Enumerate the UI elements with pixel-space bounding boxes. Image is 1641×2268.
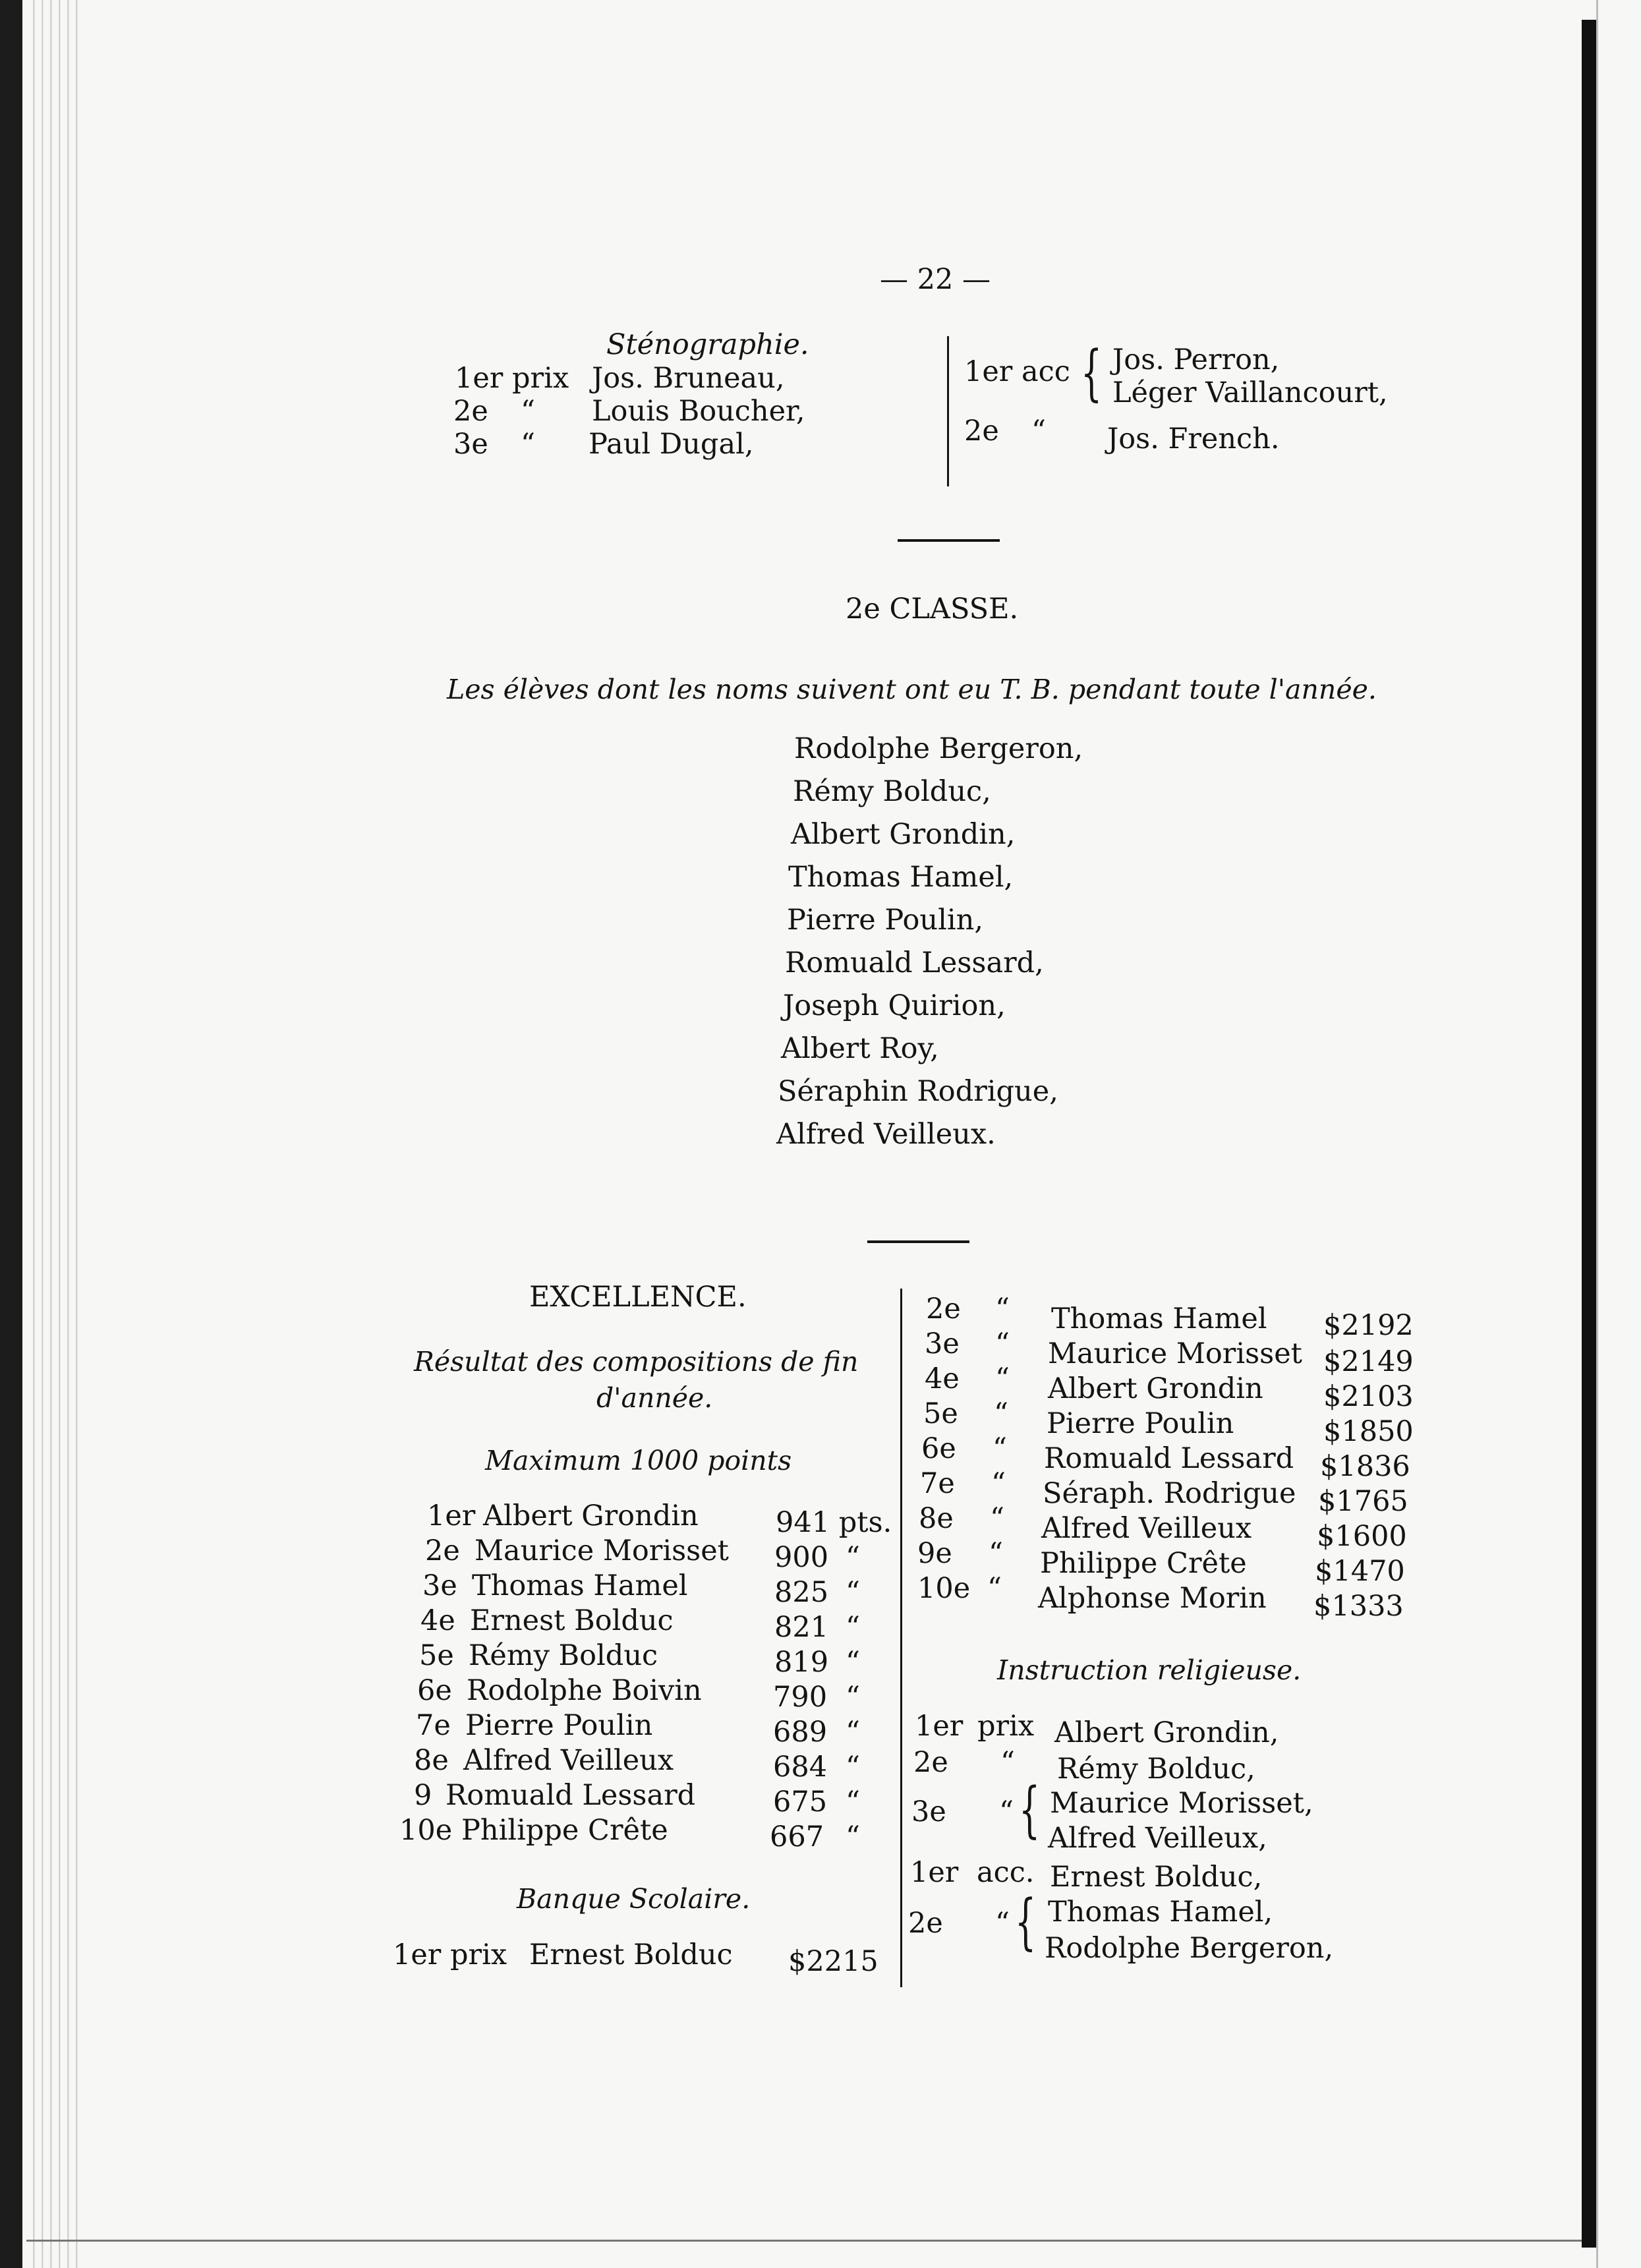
classe-heading: 2e CLASSE.	[846, 593, 1019, 625]
steno-name-2: Louis Boucher,	[592, 395, 805, 428]
steno-column-divider	[947, 336, 949, 486]
banque-name-8: Alfred Veilleux	[1041, 1512, 1252, 1545]
steno-rank-1: 1er prix	[455, 362, 569, 395]
instr-rank-1: 1er	[915, 1710, 964, 1743]
exc-ditto-6: “	[846, 1681, 860, 1714]
instr-label-4: acc.	[977, 1856, 1035, 1889]
exc-score-2: 900	[774, 1541, 829, 1574]
excellence-maximum: Maximum 1000 points	[485, 1445, 792, 1476]
excellence-subtitle-1: Résultat des compositions de fin	[414, 1346, 859, 1378]
steno-ditto-3: “	[521, 428, 535, 461]
student-1: Rodolphe Bergeron,	[794, 732, 1083, 765]
banque-ditto-5: “	[994, 1397, 1008, 1430]
stenographie-title: Sténographie.	[606, 328, 809, 361]
banque-ditto-8: “	[990, 1502, 1004, 1535]
separator-rule-2	[867, 1240, 969, 1243]
banque-ditto-10: “	[987, 1572, 1002, 1605]
banque-amount-2: $2192	[1323, 1309, 1414, 1342]
exc-ditto-9: “	[846, 1786, 860, 1818]
exc-name-9: Romuald Lessard	[446, 1779, 696, 1812]
banque-amount-9: $1470	[1315, 1555, 1405, 1588]
instr-rank-3: 3e	[911, 1795, 946, 1828]
excellence-subtitle-2: d'année.	[596, 1382, 713, 1414]
exc-name-6: Rodolphe Boivin	[467, 1674, 702, 1707]
page-edge-bottom	[26, 2240, 1582, 2242]
banque-amount-1: $2215	[788, 1945, 878, 1978]
page-edge-left	[0, 0, 22, 2268]
steno-acc-ditto-2: “	[1031, 415, 1046, 448]
banque-rank-2: 2e	[926, 1293, 961, 1325]
steno-acc-name-1a: Jos. Perron,	[1112, 343, 1280, 376]
banque-rank-4: 4e	[925, 1362, 960, 1395]
steno-name-3: Paul Dugal,	[589, 428, 754, 461]
banque-name-9: Philippe Crête	[1040, 1547, 1247, 1580]
banque-amount-5: $1850	[1323, 1415, 1414, 1448]
instr-name-2: Rémy Bolduc,	[1057, 1753, 1255, 1786]
steno-acc-brace: {	[1081, 337, 1103, 408]
exc-rank-2: 2e	[425, 1534, 460, 1567]
page-edge-right	[1582, 20, 1596, 2248]
instr-name-5a: Thomas Hamel,	[1048, 1896, 1273, 1929]
exc-rank-8: 8e	[414, 1744, 449, 1777]
steno-acc-rank-1: 1er acc	[964, 355, 1070, 388]
steno-name-1: Jos. Bruneau,	[592, 362, 785, 395]
exc-name-1: Albert Grondin	[483, 1499, 699, 1532]
banque-amount-10: $1333	[1313, 1590, 1404, 1623]
banque-name-7: Séraph. Rodrigue	[1043, 1477, 1296, 1510]
student-8: Albert Roy,	[781, 1032, 939, 1065]
student-2: Rémy Bolduc,	[793, 775, 991, 808]
exc-score-6: 790	[773, 1681, 828, 1714]
banque-rank-9: 9e	[917, 1537, 952, 1570]
page-number: — 22 —	[880, 263, 991, 296]
banque-name-5: Pierre Poulin	[1047, 1407, 1234, 1440]
banque-ditto-4: “	[995, 1362, 1010, 1395]
instr-brace-3: {	[1019, 1774, 1041, 1845]
banque-rank-6: 6e	[921, 1432, 956, 1465]
banque-name-6: Romuald Lessard	[1044, 1442, 1294, 1475]
instr-rank-4: 1er	[910, 1856, 959, 1889]
banque-rank-7: 7e	[920, 1467, 955, 1500]
banque-ditto-3: “	[995, 1327, 1010, 1360]
instr-ditto-3: “	[999, 1795, 1014, 1828]
exc-rank-5: 5e	[419, 1639, 454, 1672]
banque-rank-5: 5e	[923, 1397, 958, 1430]
exc-rank-3: 3e	[422, 1569, 457, 1602]
banque-rank-8: 8e	[919, 1502, 954, 1535]
exc-score-1: 941 pts.	[776, 1506, 892, 1539]
banque-amount-8: $1600	[1317, 1520, 1407, 1553]
exc-ditto-5: “	[846, 1646, 860, 1679]
excellence-column-divider	[900, 1289, 902, 1987]
banque-name-3: Maurice Morisset	[1048, 1337, 1302, 1370]
excellence-heading: EXCELLENCE.	[529, 1281, 747, 1314]
exc-rank-1: 1er	[427, 1499, 476, 1532]
banque-amount-6: $1836	[1320, 1450, 1410, 1483]
steno-acc-rank-2: 2e	[964, 415, 999, 448]
instr-brace-5: {	[1015, 1886, 1037, 1957]
exc-name-2: Maurice Morisset	[475, 1534, 729, 1567]
exc-score-10: 667	[770, 1820, 824, 1853]
student-4: Thomas Hamel,	[788, 861, 1014, 894]
student-6: Romuald Lessard,	[785, 946, 1044, 979]
instr-name-4: Ernest Bolduc,	[1050, 1861, 1263, 1894]
banque-rank-1: 1er prix	[393, 1938, 507, 1971]
exc-score-5: 819	[774, 1646, 829, 1679]
exc-ditto-3: “	[846, 1576, 860, 1609]
banque-amount-7: $1765	[1318, 1485, 1408, 1518]
student-9: Séraphin Rodrigue,	[778, 1075, 1058, 1108]
page-margin-right	[1596, 0, 1641, 2268]
banque-ditto-6: “	[993, 1432, 1007, 1465]
exc-name-8: Alfred Veilleux	[463, 1744, 674, 1777]
page-edge-lines	[26, 0, 79, 2268]
instr-name-5b: Rodolphe Bergeron,	[1045, 1932, 1334, 1965]
banque-rank-3: 3e	[925, 1327, 960, 1360]
exc-rank-6: 6e	[417, 1674, 452, 1707]
separator-rule-1	[898, 539, 1000, 542]
exc-score-7: 689	[773, 1716, 828, 1749]
classe-intro: Les élèves dont les noms suivent ont eu T. B. pendant toute l'année.	[447, 674, 1377, 705]
steno-acc-name-1b: Léger Vaillancourt,	[1112, 376, 1388, 409]
instr-name-1: Albert Grondin,	[1054, 1716, 1279, 1749]
banque-name-1: Ernest Bolduc	[529, 1938, 733, 1971]
banque-title: Banque Scolaire.	[517, 1883, 751, 1915]
exc-name-10: Philippe Crête	[461, 1814, 668, 1847]
exc-name-7: Pierre Poulin	[465, 1709, 653, 1742]
exc-name-3: Thomas Hamel	[472, 1569, 688, 1602]
steno-rank-2: 2e	[453, 395, 488, 428]
banque-name-4: Albert Grondin	[1048, 1372, 1263, 1405]
student-5: Pierre Poulin,	[787, 904, 983, 937]
instruction-title: Instruction religieuse.	[997, 1654, 1302, 1686]
exc-name-5: Rémy Bolduc	[469, 1639, 658, 1672]
banque-amount-4: $2103	[1323, 1380, 1414, 1413]
exc-score-9: 675	[773, 1786, 828, 1818]
instr-name-3b: Alfred Veilleux,	[1048, 1822, 1267, 1855]
instr-rank-2: 2e	[913, 1746, 948, 1779]
steno-acc-name-2: Jos. French.	[1107, 422, 1280, 455]
exc-score-4: 821	[774, 1611, 829, 1644]
banque-ditto-9: “	[989, 1537, 1003, 1570]
exc-ditto-10: “	[846, 1820, 860, 1853]
exc-ditto-8: “	[846, 1751, 860, 1784]
exc-score-8: 684	[773, 1751, 828, 1784]
exc-ditto-7: “	[846, 1716, 860, 1749]
banque-ditto-7: “	[991, 1467, 1006, 1500]
exc-rank-4: 4e	[420, 1604, 455, 1637]
student-3: Albert Grondin,	[791, 818, 1016, 851]
instr-rank-5: 2e	[908, 1907, 943, 1940]
banque-rank-10: 10e	[917, 1572, 971, 1605]
exc-rank-7: 7e	[416, 1709, 451, 1742]
banque-amount-3: $2149	[1323, 1345, 1414, 1378]
exc-rank-9: 9	[414, 1779, 432, 1812]
instr-ditto-5: “	[995, 1907, 1010, 1940]
exc-name-4: Ernest Bolduc	[470, 1604, 674, 1637]
instr-label-1: prix	[977, 1710, 1035, 1743]
instr-ditto-2: “	[1000, 1746, 1015, 1779]
student-7: Joseph Quirion,	[783, 989, 1006, 1022]
banque-name-2: Thomas Hamel	[1051, 1302, 1267, 1335]
steno-rank-3: 3e	[453, 428, 488, 461]
student-10: Alfred Veilleux.	[776, 1118, 996, 1151]
instr-name-3a: Maurice Morisset,	[1050, 1787, 1313, 1820]
exc-ditto-2: “	[846, 1541, 860, 1574]
banque-ditto-2: “	[995, 1293, 1010, 1325]
banque-name-10: Alphonse Morin	[1038, 1582, 1267, 1615]
steno-ditto-2: “	[521, 395, 535, 428]
exc-score-3: 825	[774, 1576, 829, 1609]
exc-ditto-4: “	[846, 1611, 860, 1644]
exc-rank-10: 10e	[399, 1814, 453, 1847]
